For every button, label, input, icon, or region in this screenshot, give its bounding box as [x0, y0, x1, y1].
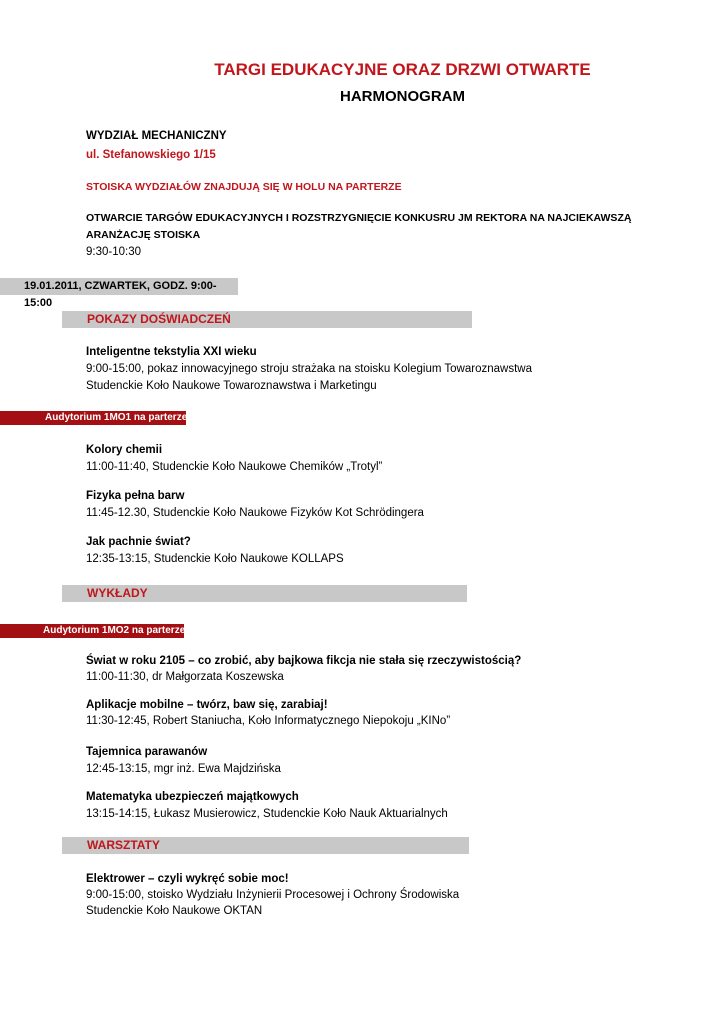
event-detail: 11:00-11:30, dr Małgorzata Koszewska — [86, 671, 284, 683]
section-label-wyklady: WYKŁADY — [87, 586, 148, 600]
event-detail: 12:35-13:15, Studenckie Koło Naukowe KOLLAPS — [86, 553, 344, 565]
section-label-pokazy: POKAZY DOŚWIADCZEŃ — [87, 312, 231, 326]
event-detail: Studenckie Koło Naukowe OKTAN — [86, 905, 263, 917]
event-title: Świat w roku 2105 – co zrobić, aby bajkowa fikcja nie stała się rzeczywistością? — [86, 655, 522, 667]
opening-line-1: OTWARCIE TARGÓW EDUKACYJNYCH I ROZSTRZYGNIĘCIE KONKUSRU JM REKTORA NA NAJCIEKAWSZĄ — [86, 212, 632, 224]
event-detail: 12:45-13:15, mgr inż. Ewa Majdzińska — [86, 763, 281, 775]
faculty-address: ul. Stefanowskiego 1/15 — [86, 149, 216, 161]
event-detail: 9:00-15:00, pokaz innowacyjnego stroju strażaka na stoisku Kolegium Towaroznawstwa — [86, 363, 532, 375]
event-title: Kolory chemii — [86, 444, 163, 456]
date-label: 19.01.2011, CZWARTEK, GODZ. 9:00-15:00 — [24, 280, 217, 309]
event-detail: Studenckie Koło Naukowe Towaroznawstwa i Marketingu — [86, 380, 377, 392]
event-title: Elektrower – czyli wykręć sobie moc! — [86, 873, 289, 885]
stands-notice: STOISKA WYDZIAŁÓW ZNAJDUJĄ SIĘ W HOLU NA PARTERZE — [86, 181, 402, 193]
opening-line-2: ARANŻACJĘ STOISKA — [86, 229, 201, 241]
event-title: Tajemnica parawanów — [86, 746, 208, 758]
event-title: Inteligentne tekstylia XXI wieku — [86, 346, 257, 358]
event-detail: 11:30-12:45, Robert Staniucha, Koło Informatycznego Niepokoju „KINo” — [86, 715, 451, 727]
document-title: TARGI EDUKACYJNE ORAZ DRZWI OTWARTE — [214, 60, 591, 79]
section-bar-pokazy — [62, 311, 472, 328]
room-bar-1mo2 — [0, 624, 184, 638]
event-title: Jak pachnie świat? — [86, 536, 191, 548]
event-title: Matematyka ubezpieczeń majątkowych — [86, 791, 299, 803]
room-bar-1mo1 — [0, 411, 186, 425]
event-detail: 9:00-15:00, stoisko Wydziału Inżynierii Procesowej i Ochrony Środowiska — [86, 889, 460, 901]
section-bar-wyklady — [62, 585, 467, 602]
room-label-1mo1: Audytorium 1MO1 na parterze — [45, 412, 188, 423]
event-detail: 13:15-14:15, Łukasz Musierowicz, Studenckie Koło Nauk Aktuarialnych — [86, 808, 448, 820]
opening-time: 9:30-10:30 — [86, 246, 141, 258]
event-detail: 11:45-12.30, Studenckie Koło Naukowe Fizyków Kot Schrödingera — [86, 507, 424, 519]
event-title: Aplikacje mobilne – twórz, baw się, zarabiaj! — [86, 699, 328, 711]
section-bar-warsztaty — [62, 837, 469, 854]
event-detail: 11:00-11:40, Studenckie Koło Naukowe Chemików „Trotyl” — [86, 461, 383, 473]
date-bar — [0, 278, 238, 309]
event-title: Fizyka pełna barw — [86, 490, 185, 502]
faculty-name: WYDZIAŁ MECHANICZNY — [86, 130, 227, 142]
room-label-1mo2: Audytorium 1MO2 na parterze — [43, 625, 186, 636]
section-label-warsztaty: WARSZTATY — [87, 838, 160, 852]
document-subtitle: HARMONOGRAM — [340, 88, 465, 105]
